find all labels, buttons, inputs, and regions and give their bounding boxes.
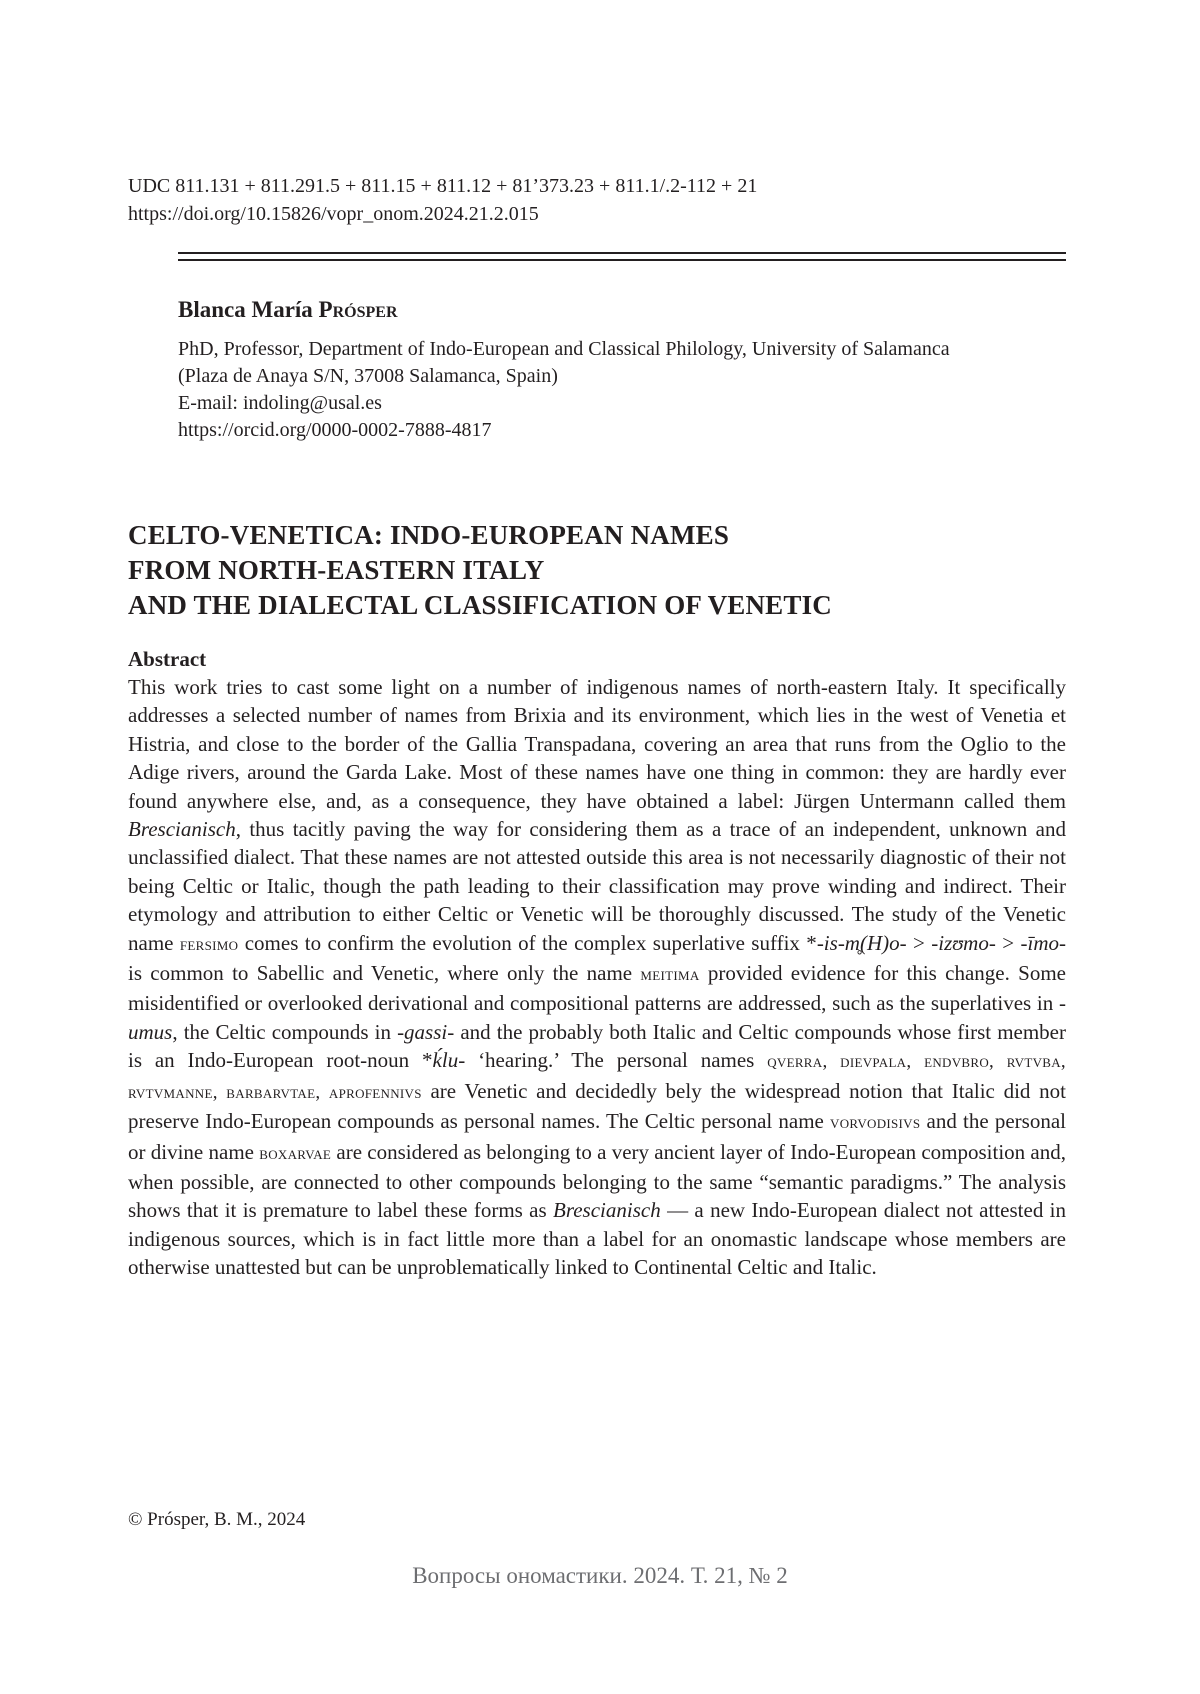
abstract-segment: , the Celtic compounds in <box>172 1019 398 1044</box>
udc-code: UDC 811.131 + 811.291.5 + 811.15 + 811.12 + 81’373.23 + 811.1/.2-112 + 21 <box>128 175 758 197</box>
abstract-segment: provided evidence for this change. Some misidentified or overlooked derivational and compositional patterns are addressed, such as the superlatives in <box>128 961 1067 1016</box>
journal-footer: Вопросы ономастики. 2024. Т. 21, № 2 <box>412 1563 788 1588</box>
abstract-names-list: qverra, dievpala, endvbro, rvtvba, rvtvmanne, barbarvtae, aprofennivs <box>128 1051 1066 1103</box>
abstract-suffix: -is-m̥(H)o- <box>816 930 907 955</box>
abstract-term-brescianisch: Brescianisch <box>128 817 236 842</box>
abstract-segment: are considered as belonging to a very ancient layer of Indo-European composition and, when possible, are connected to other compounds belonging to the same “semantic paradigms.” The analysis shows that it is premature to label these forms as <box>128 1139 1066 1223</box>
abstract-suffix: -gassi- <box>397 1019 455 1044</box>
article-title-line-2: FROM NORTH-EASTERN ITALY <box>128 555 545 585</box>
abstract-segment: ‘hearing.’ The personal names <box>465 1048 768 1073</box>
header-divider-top <box>178 252 1066 254</box>
author-address: (Plaza de Anaya S/N, 37008 Salamanca, Spain) <box>178 365 558 387</box>
abstract-term-brescianisch: Brescianisch <box>553 1198 661 1223</box>
abstract-suffix: -izʊmo- <box>931 930 996 955</box>
abstract-segment: This work tries to cast some light on a number of indigenous names of north-eastern Italy. It specifically addresses a selected number of names from Brixia and its environment, which lies in the west of Venetia et Histria, and close to the border of the Gallia Transpadana, covering an area that runs from the Oglio to the Adige rivers, around the Garda Lake. Most of these names have one thing in common: they are hardly ever found anywhere else, and, as a consequence, they have obtained a label: Jürgen Untermann called them <box>128 675 1066 813</box>
doi-link[interactable]: https://doi.org/10.15826/vopr_onom.2024.21.2.015 <box>128 203 539 225</box>
abstract-segment: > <box>995 930 1021 955</box>
author-surname: Prósper <box>318 297 398 322</box>
abstract-name-vorvodisivs: vorvodisivs <box>830 1112 921 1134</box>
author-orcid[interactable]: https://orcid.org/0000-0002-7888-4817 <box>178 419 492 441</box>
author-name <box>178 296 398 324</box>
author-affiliation: PhD, Professor, Department of Indo-European and Classical Philology, University of Salamanca <box>178 338 950 360</box>
abstract-segment: are Venetic and decidedly bely the widespread notion that Italic did not preserve Indo-European compounds as personal names. The Celtic personal name <box>128 1078 1066 1134</box>
abstract-segment: and the personal or divine name <box>128 1109 1066 1164</box>
abstract-name-fersimo: fersimo <box>179 933 239 955</box>
abstract-segment: is common to Sabellic and Venetic, where only the name <box>128 961 641 986</box>
abstract-suffix: -īmo- <box>1020 930 1066 955</box>
author-given-names: Blanca María <box>178 297 313 322</box>
copyright-notice: © Prósper, B. M., 2024 <box>128 1509 306 1530</box>
abstract-name-boxarvae: boxarvae <box>259 1142 332 1164</box>
abstract-suffix: -umus <box>128 991 1066 1044</box>
abstract-heading: Abstract <box>128 647 207 671</box>
header-divider-bottom <box>178 259 1066 261</box>
abstract-segment: > <box>906 930 932 955</box>
abstract-root: ḱlu- <box>432 1048 466 1073</box>
abstract-segment: and the probably both Italic and Celtic compounds whose first member is an Indo-European root-noun * <box>128 1019 1066 1073</box>
article-title-line-1: CELTO-VENETICA: INDO-EUROPEAN NAMES <box>128 520 730 550</box>
abstract-segment: comes to confirm the evolution of the complex superlative suffix * <box>238 930 817 955</box>
abstract-name-meitima: meitima <box>640 964 700 986</box>
abstract-text <box>128 673 1066 1282</box>
author-email[interactable]: E-mail: indoling@usal.es <box>178 392 382 414</box>
abstract-segment: — a new Indo-European dialect not attested in indigenous sources, which is in fact little more than a label for an onomastic landscape whose members are otherwise unattested but can be unproblematically linked to Continental Celtic and Italic. <box>128 1198 1066 1280</box>
abstract-segment: , thus tacitly paving the way for considering them as a trace of an independent, unknown and unclassified dialect. That these names are not attested outside this area is not necessarily diagnostic of their not being Celtic or Italic, though the path leading to their classification may prove winding and indirect. Their etymology and attribution to either Celtic or Venetic will be thoroughly discussed. The study of the Venetic name <box>128 817 1066 955</box>
article-title-line-3: AND THE DIALECTAL CLASSIFICATION OF VENETIC <box>128 590 833 620</box>
